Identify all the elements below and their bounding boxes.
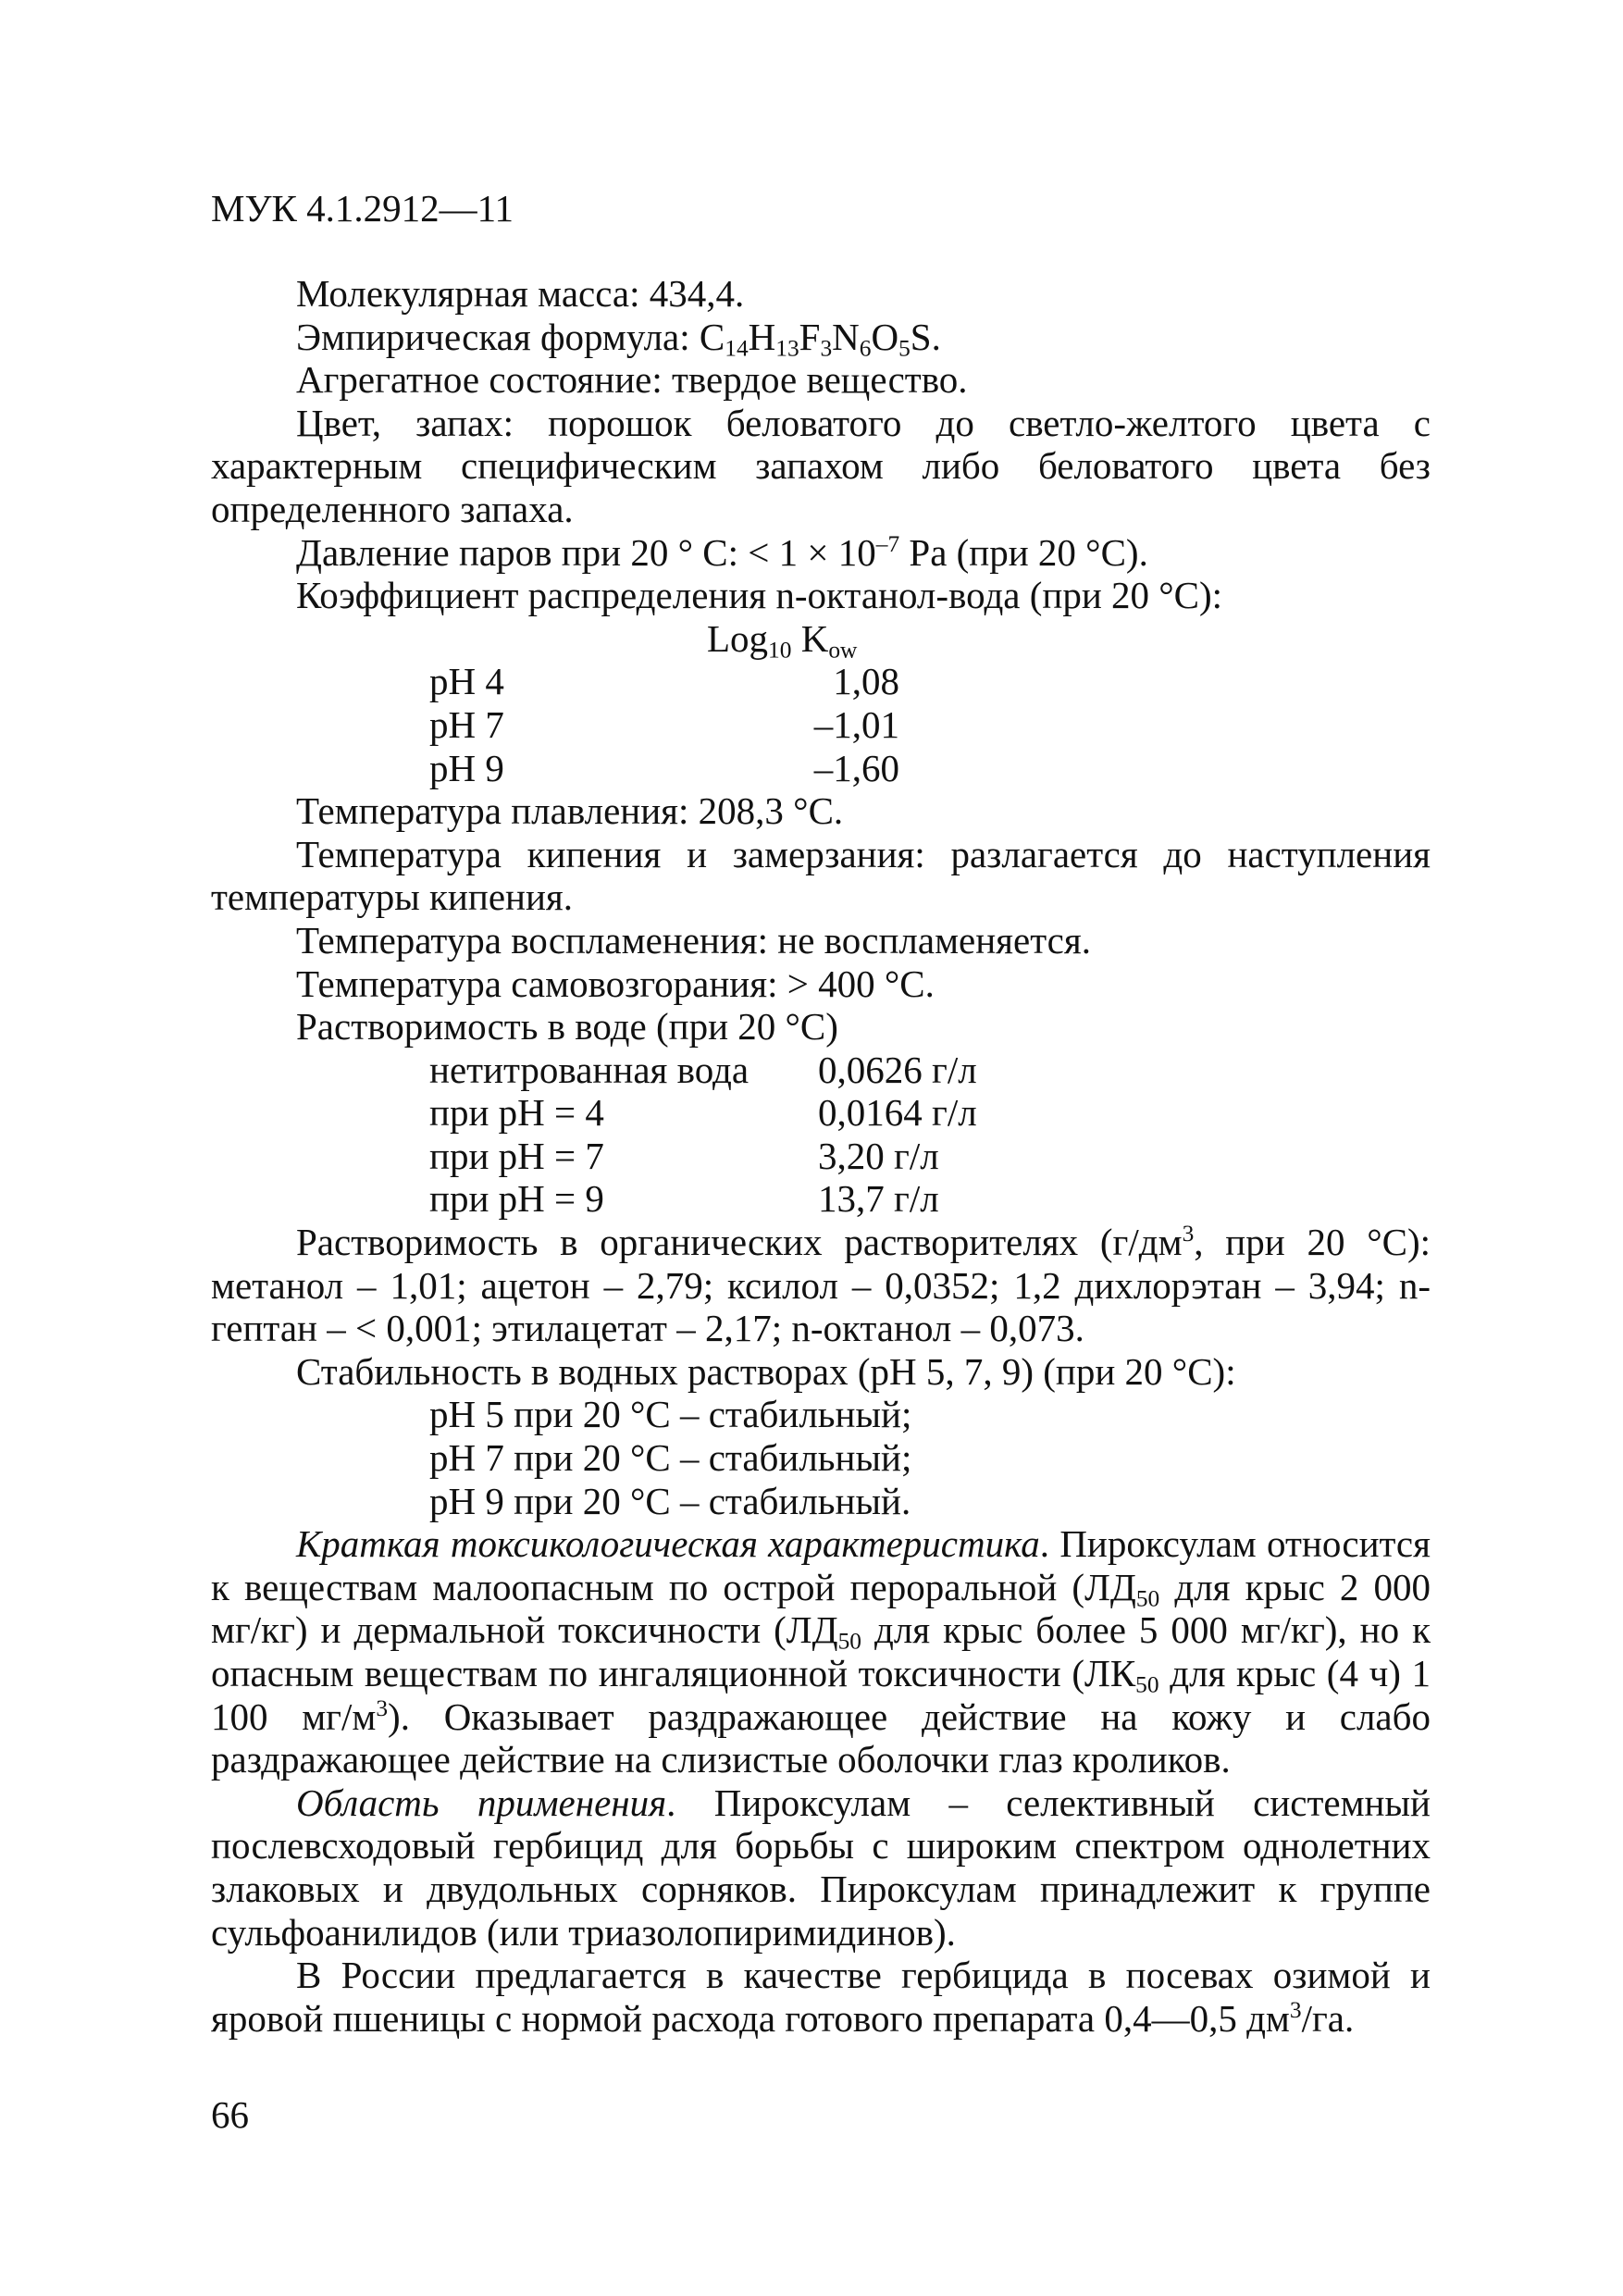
melting-point: Температура плавления: 208,3 °С. xyxy=(296,789,844,833)
partition-row: pH 7 –1,01 xyxy=(429,702,899,746)
stability-row: pH 9 при 20 °С – стабильный. xyxy=(429,1479,911,1522)
partition-row: pH 4 1,08 xyxy=(429,660,899,703)
partition-header: Log$_{10}$ $K_{ow}$ xyxy=(707,616,858,664)
solubility-row: при pH = 4 0,0164 г/л xyxy=(429,1091,977,1135)
stability-title: Стабильность в водных растворах (pH 5, 7, 9) (при 20 °С): xyxy=(296,1349,1236,1393)
russia-paragraph: В России предлагается в качестве гербицида в посевах озимой и яровой пшеницы с нормой расхода готового препарата 0,4—0,5 $дм^3/га$. xyxy=(211,1954,1431,2040)
usage-heading: Область применения xyxy=(296,1781,667,1824)
color-odor: Цвет, запах: порошок беловатого до светло-желтого цвета с характерным специфическим запахом либо беловатого цвета без определенного запаха. xyxy=(211,401,1431,530)
document-header: МУК 4.1.2912—11 xyxy=(211,187,514,230)
ignition-temp: Температура воспламенения: не воспламеняется. xyxy=(296,918,1091,962)
autoignition-temp: Температура самовозгорания: > 400 °С. xyxy=(296,962,935,1005)
molecular-mass: Молекулярная масса: 434,4. xyxy=(296,272,745,315)
toxicology-paragraph: Краткая токсикологическая характеристика. Пироксулам относится к веществам малоопасным по острой пероральной ($ЛД_{50}$ для крыс 2 000 мг/кг) и дермальной токсичности ($ЛД_{50}$ для крыс более 5 000 мг/кг), но к опасным веществам по ингаляционной токсичности ($ЛК_{50}$ для крыс (4 ч) 1 100 $мг/м^3$). Оказывает раздражающее действие на кожу и слабо раздражающее действие на слизистые оболочки глаз кроликов. xyxy=(211,1522,1431,1781)
solubility-row: при pH = 7 3,20 г/л xyxy=(429,1134,939,1177)
aggregate-state: Агрегатное состояние: твердое вещество. xyxy=(296,358,968,402)
usage-paragraph: Область применения. Пироксулам – селективный системный послевсходовый гербицид для борьбы с широким спектром однолетних злаковых и двудольных сорняков. Пироксулам принадлежит к группе сульфоанилидов (или триазолопиримидинов). xyxy=(211,1781,1431,1954)
document-body xyxy=(211,272,1431,2040)
water-solubility-title: Растворимость в воде (при 20 °С) xyxy=(296,1005,838,1049)
stability-row: pH 7 при 20 °С – стабильный; xyxy=(429,1436,912,1480)
partition-row: pH 9 –1,60 xyxy=(429,746,899,789)
solubility-row: при pH = 9 13,7 г/л xyxy=(429,1177,939,1221)
solubility-row: нетитрованная вода 0,0626 г/л xyxy=(429,1048,977,1091)
page-number: 66 xyxy=(211,2093,249,2136)
organic-solubility: Растворимость в органических растворителях ($г/дм^3$, при 20 °С): метанол – 1,01; ацетон – 2,79; ксилол – 0,0352; 1,2 дихлорэтан – 3,94; n-гептан – < 0,001; этилацетат – 2,17; n-октанол – 0,073. xyxy=(211,1220,1431,1350)
toxicology-heading: Краткая токсикологическая характеристика xyxy=(296,1522,1040,1566)
partition-title: Коэффициент распределения n-октанол-вода (при 20 °С): xyxy=(296,574,1223,617)
stability-row: pH 5 при 20 °С – стабильный; xyxy=(429,1393,912,1436)
vapor-pressure: Давление паров при 20 ° С: < $1 \times 10^{-7}$ Pa (при 20 °С). xyxy=(296,530,1148,574)
boiling-point: Температура кипения и замерзания: разлагается до наступления температуры кипения. xyxy=(211,832,1431,919)
empirical-formula: Эмпирическая формула: $C_{14}H_{13}F_3N_6O_5S$. xyxy=(296,315,941,361)
